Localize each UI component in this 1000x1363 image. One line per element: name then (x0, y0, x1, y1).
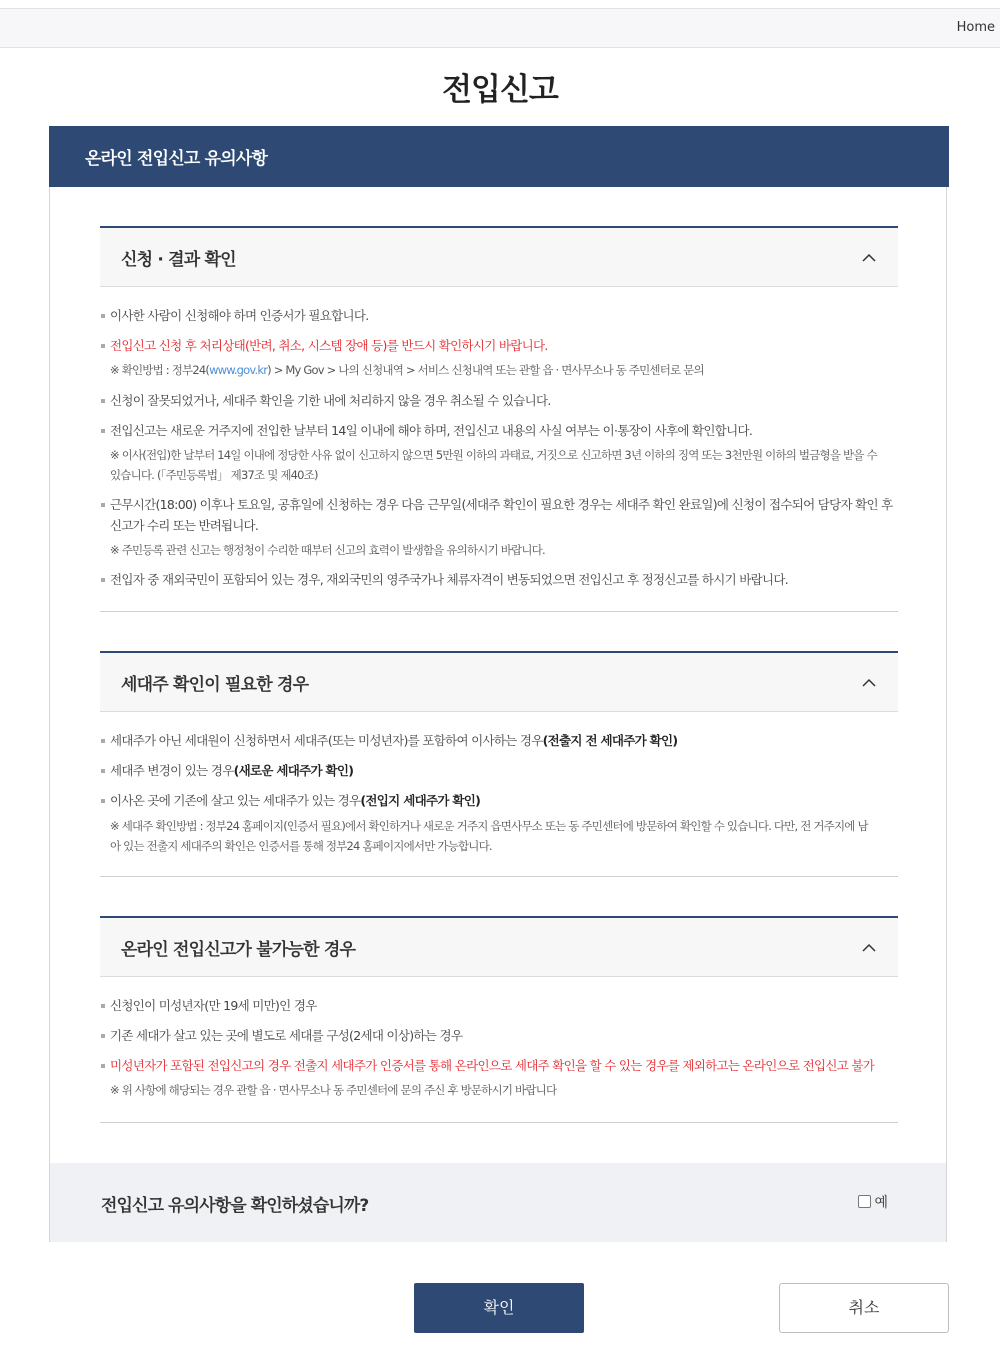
list-item: 신청인이 미성년자(만 19세 미만)인 경우 (110, 996, 900, 1016)
section-online-unavailable (100, 916, 898, 1123)
section-body (100, 712, 898, 877)
confirm-button[interactable]: 확인 (414, 1283, 584, 1333)
notice-panel (49, 126, 947, 1242)
note-text: ※ 주민등록 관련 신고는 행정청이 수리한 때부터 신고의 효력이 발생함을 유의하시기 바랍니다. (110, 543, 545, 557)
chevron-up-icon[interactable] (862, 676, 876, 690)
list-item: 세대주가 아닌 세대원이 신청하면서 세대주(또는 미성년자)를 포함하여 이사하는 경우(전출지 전 세대주가 확인) (110, 731, 900, 751)
list-item: 이사온 곳에 기존에 살고 있는 세대주가 있는 경우(전입지 세대주가 확인) (110, 791, 900, 811)
list-item: 세대주 변경이 있는 경우(새로운 세대주가 확인) (110, 761, 900, 781)
page-title: 전입신고 (442, 72, 558, 108)
section-header[interactable] (100, 651, 898, 712)
section-title: 세대주 확인이 필요한 경우 (121, 675, 309, 695)
home-link[interactable]: Home (956, 20, 995, 35)
list-item: 전입신고는 새로운 거주지에 전입한 날부터 14일 이내에 해야 하며, 전입신고 내용의 사실 여부는 이·통장이 사후에 확인합니다. (110, 421, 900, 441)
section-title: 신청 · 결과 확인 (121, 250, 236, 270)
section-application-result (100, 226, 898, 612)
chevron-up-icon[interactable] (862, 941, 876, 955)
section-householder-confirm (100, 651, 898, 877)
confirm-question: 전입신고 유의사항을 확인하셨습니까? (101, 1196, 369, 1216)
list-item: 근무시간(18:00) 이후나 토요일, 공휴일에 신청하는 경우 다음 근무일(세대주 확인이 필요한 경우는 세대주 확인 완료일)에 신청이 접수되어 담당자 확인 후 (110, 495, 900, 515)
section-body (100, 977, 898, 1123)
list-item: 이사한 사람이 신청해야 하며 인증서가 필요합니다. (110, 306, 900, 326)
section-title: 온라인 전입신고가 불가능한 경우 (121, 940, 356, 960)
note-text: ※ 이사(전입)한 날부터 14일 이내에 정당한 사유 없이 신고하지 않으면 5만원 이하의 과태료, 거짓으로 신고하면 3년 이하의 징역 또는 3천만원 이하의 벌금형을 받을 수 (110, 448, 877, 462)
list-item-warning: 미성년자가 포함된 전입신고의 경우 전출지 세대주가 인증서를 통해 온라인으로 세대주 확인을 할 수 있는 경우를 제외하고는 온라인으로 전입신고 불가 (110, 1056, 900, 1076)
note-text: 있습니다. (「주민등록법」 제37조 및 제40조) (110, 468, 318, 482)
section-header[interactable] (100, 916, 898, 977)
section-header[interactable] (100, 226, 898, 287)
note-text: ※ 세대주 확인방법 : 정부24 홈페이지(인증서 필요)에서 확인하거나 새로운 거주지 읍면사무소 또는 동 주민센터에 방문하여 확인할 수 있습니다. 다만, 전 거주지에 남 (110, 819, 868, 833)
confirm-checkbox[interactable] (858, 1192, 888, 1212)
checkbox-box[interactable] (858, 1195, 871, 1208)
note-text: ※ 위 사항에 해당되는 경우 관할 읍 · 면사무소나 동 주민센터에 문의 주신 후 방문하시기 바랍니다 (110, 1083, 557, 1097)
confirm-bar (50, 1163, 946, 1242)
top-breadcrumb-bar (0, 8, 1000, 48)
list-item: 전입자 중 재외국민이 포함되어 있는 경우, 재외국민의 영주국가나 체류자격이 변동되었으면 전입신고 후 정정신고를 하시기 바랍니다. (110, 570, 900, 590)
section-body (100, 287, 898, 612)
list-item-warning: 전입신고 신청 후 처리상태(반려, 취소, 시스템 장애 등)를 반드시 확인하시기 바랍니다. (110, 336, 900, 356)
list-item: 신청이 잘못되었거나, 세대주 확인을 기한 내에 처리하지 않을 경우 취소될 수 있습니다. (110, 391, 900, 411)
cancel-button[interactable]: 취소 (779, 1283, 949, 1333)
chevron-up-icon[interactable] (862, 251, 876, 265)
checkbox-label: 예 (874, 1195, 888, 1211)
gov-link[interactable]: www.gov.kr (209, 363, 268, 377)
list-item-continued: 신고가 수리 또는 반려됩니다. (110, 518, 258, 533)
note-text: 아 있는 전출지 세대주의 확인은 인증서를 통해 정부24 홈페이지에서만 가능합니다. (110, 839, 492, 853)
list-item: 기존 세대가 살고 있는 곳에 별도로 세대를 구성(2세대 이상)하는 경우 (110, 1026, 900, 1046)
panel-title: 온라인 전입신고 유의사항 (49, 126, 949, 187)
note-text: ※ 확인방법 : 정부24(www.gov.kr) > My Gov > 나의 신청내역 > 서비스 신청내역 또는 관할 읍 · 면사무소나 동 주민센터로 문의 (110, 363, 704, 377)
